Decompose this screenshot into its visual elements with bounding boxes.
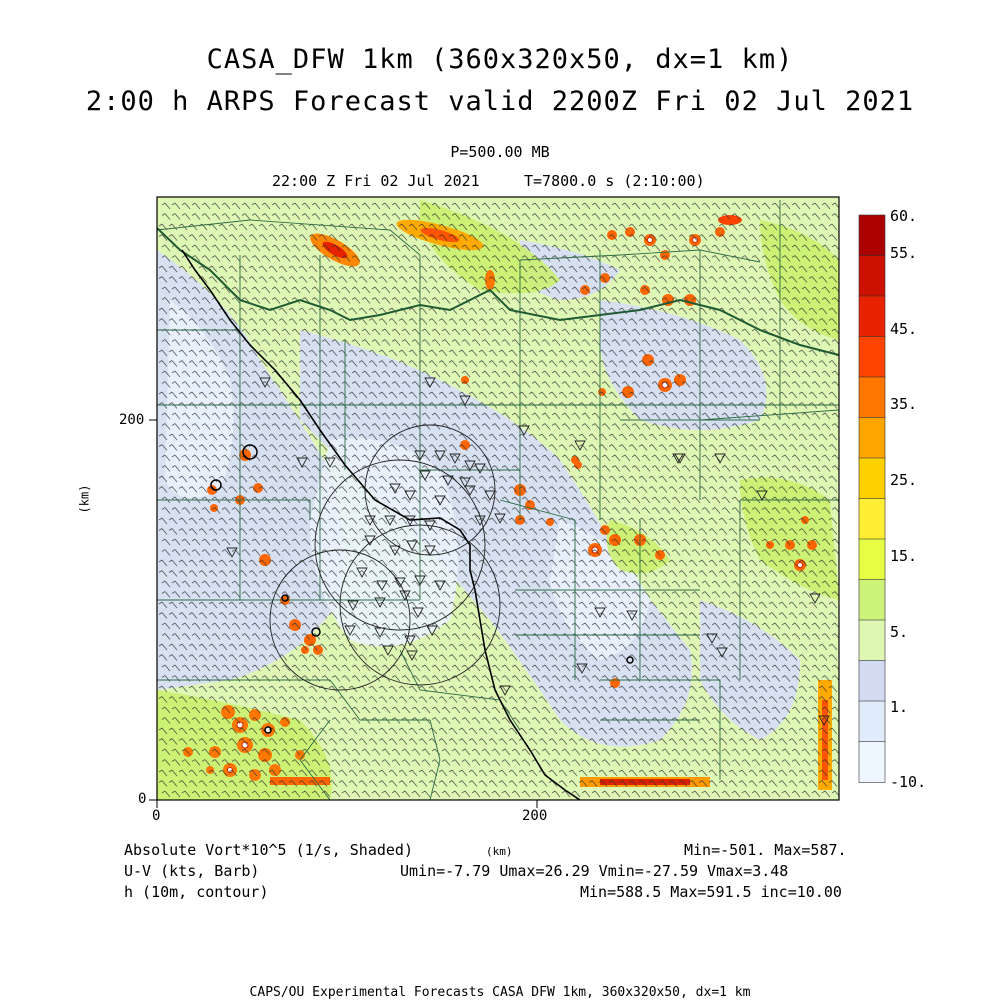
colorbar-swatch (859, 337, 885, 378)
y-axis-unit: (km) (77, 484, 92, 514)
colorbar-label-55: 55. (890, 244, 918, 262)
colorbar (859, 215, 885, 783)
legend-field-wind: U-V (kts, Barb) (124, 862, 260, 880)
legend-vorticity-stats: Min=-501. Max=587. (684, 841, 847, 859)
pressure-level-label: P=500.00 MB (450, 143, 550, 161)
colorbar-label-25: 25. (890, 471, 918, 489)
x-tick-0: 0 (152, 808, 161, 824)
colorbar-label-neg10: -10. (890, 773, 927, 791)
x-tick-200: 200 (522, 808, 548, 824)
colorbar-swatch (859, 256, 885, 297)
legend-field-height: h (10m, contour) (124, 883, 269, 901)
colorbar-swatch (859, 215, 885, 256)
colorbar-swatch (859, 742, 885, 783)
colorbar-swatch (859, 458, 885, 499)
colorbar-swatch (859, 499, 885, 540)
colorbar-label-15: 15. (890, 547, 918, 565)
plot-title-line2: 2:00 h ARPS Forecast valid 2200Z Fri 02 Jul 2021 (85, 86, 915, 117)
y-tick-0: 0 (138, 791, 147, 807)
legend-height-stats: Min=588.5 Max=591.5 inc=10.00 (580, 883, 842, 901)
footer-credit: CAPS/OU Experimental Forecasts CASA DFW 1km, 360x320x50, dx=1 km (249, 985, 751, 1000)
plot-title-line1: CASA_DFW 1km (360x320x50, dx=1 km) (206, 44, 794, 75)
colorbar-swatch (859, 296, 885, 337)
colorbar-label-60: 60. (890, 207, 918, 225)
colorbar-swatch (859, 701, 885, 742)
legend-x-unit: (km) (486, 845, 513, 858)
colorbar-swatch (859, 620, 885, 661)
colorbar-swatch (859, 580, 885, 621)
colorbar-label-5: 5. (890, 623, 909, 641)
colorbar-swatch (859, 418, 885, 459)
legend-field-vorticity: Absolute Vort*10^5 (1/s, Shaded) (124, 841, 413, 859)
colorbar-label-45: 45. (890, 320, 918, 338)
valid-time-label: 22:00 Z Fri 02 Jul 2021 (272, 172, 480, 190)
colorbar-swatch (859, 377, 885, 418)
model-time-label: T=7800.0 s (2:10:00) (524, 172, 705, 190)
colorbar-swatch (859, 539, 885, 580)
colorbar-label-1: 1. (890, 698, 909, 716)
legend-wind-stats: Umin=-7.79 Umax=26.29 Vmin=-27.59 Vmax=3.48 (400, 862, 789, 880)
colorbar-label-35: 35. (890, 395, 918, 413)
colorbar-swatch (859, 661, 885, 702)
y-tick-200: 200 (119, 412, 145, 428)
